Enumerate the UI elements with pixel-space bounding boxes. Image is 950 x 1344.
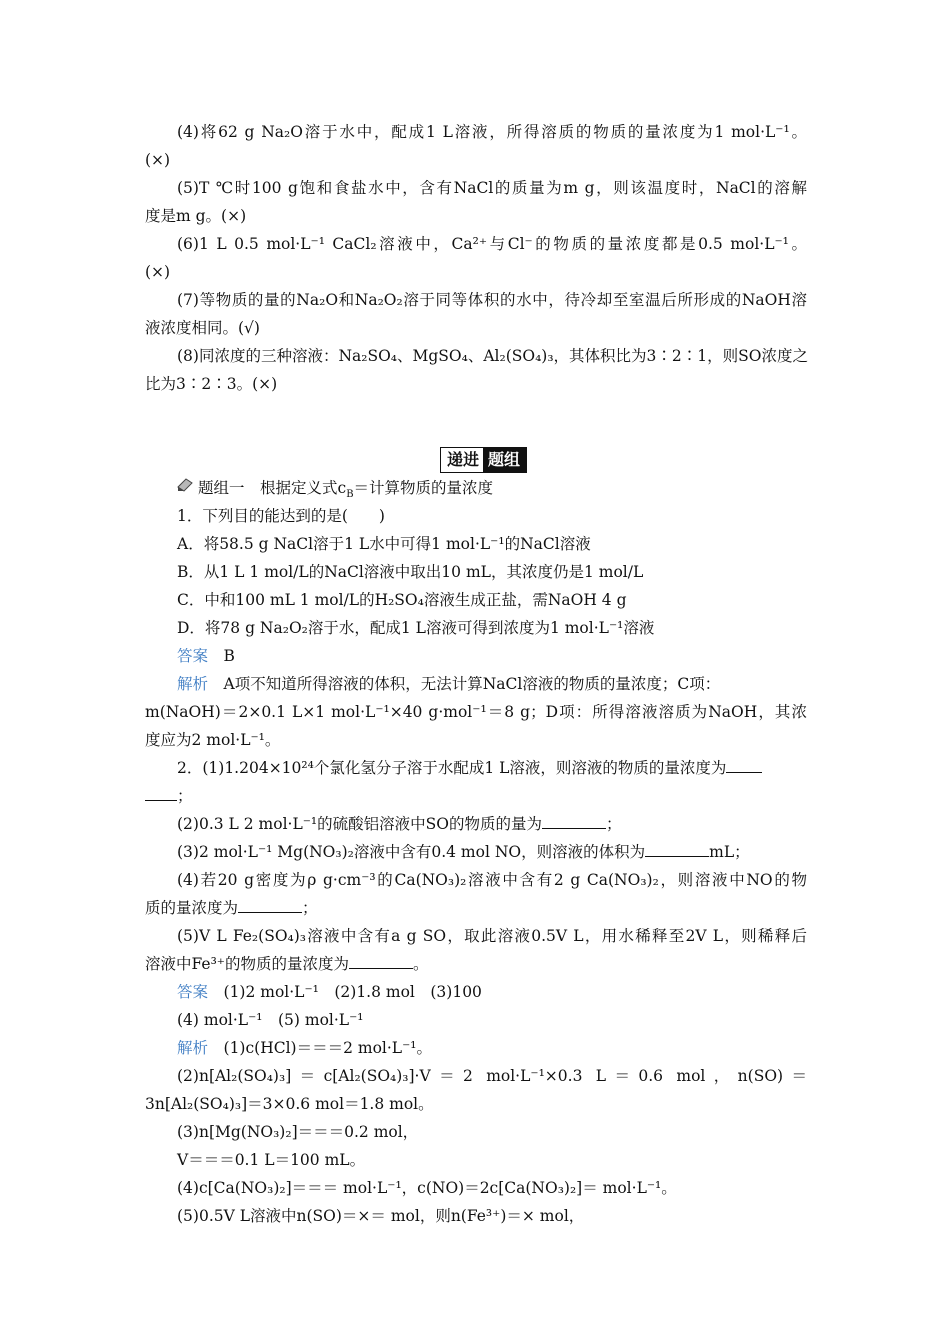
answer-blank[interactable] — [542, 814, 606, 829]
question-2-part2: (2)0.3 L 2 mol·L⁻¹的硫酸铝溶液中SO的物质的量为 ； — [177, 815, 622, 833]
analysis-1-line1: 解析 A项不知道所得溶液的体积，无法计算NaCl溶液的物质的量浓度；C项： — [177, 675, 721, 693]
item-8-line1: (8)同浓度的三种溶液：Na₂SO₄、MgSO₄、Al₂(SO₄)₃，其体积比为3∶2∶1，则SO浓度之 — [177, 347, 808, 365]
item-7-line1: (7)等物质的量的Na₂O和Na₂O₂溶于同等体积的水中，待冷却至室温后所形成的NaOH溶 — [177, 291, 807, 309]
answer-blank[interactable] — [645, 842, 709, 857]
question-2-part5-line1: (5)V L Fe₂(SO₄)₃溶液中含有a g SO，取此溶液0.5V L，用水稀释至2V L，则稀释后 — [177, 927, 807, 945]
item-6-line1: (6)1 L 0.5 mol·L⁻¹ CaCl₂溶液中，Ca²⁺与Cl⁻的物质的量浓度都是0.5 mol·L⁻¹。 — [177, 235, 807, 253]
question-1-option-a: A．将58.5 g NaCl溶于1 L水中可得1 mol·L⁻¹的NaCl溶液 — [177, 535, 591, 553]
question-2-part1-line1: 2．(1)1.204×10²⁴个氯化氢分子溶于水配成1 L溶液，则溶液的物质的量浓度为 — [177, 758, 807, 778]
item-5-line2: 度是m g。(×) — [145, 207, 247, 225]
analysis-2-part5: (5)0.5V L溶液中n(SO)＝×＝ mol，则n(Fe³⁺)＝× mol， — [177, 1207, 585, 1225]
answer-1: 答案 B — [177, 647, 235, 665]
question-1-option-c: C．中和100 mL 1 mol/L的H₂SO₄溶液生成正盐，需NaOH 4 g — [177, 591, 627, 609]
question-1-stem: 1．下列目的能达到的是( ) — [177, 507, 385, 525]
item-4-line2: (×) — [145, 151, 171, 169]
item-4-line1: (4)将62 g Na₂O溶于水中，配成1 L溶液，所得溶质的物质的量浓度为1 mol·L⁻¹。 — [177, 123, 807, 141]
banner-left: 递进 — [441, 448, 483, 472]
analysis-1-line2: m(NaOH)＝2×0.1 L×1 mol·L⁻¹×40 g·mol⁻¹＝8 g；D项：所得溶液溶质为NaOH，其浓 — [145, 703, 807, 721]
item-5-line1: (5)T ℃时100 g饱和食盐水中，含有NaCl的质量为m g，则该温度时，NaCl的溶解 — [177, 179, 807, 197]
answer-2-line2: (4) mol·L⁻¹ (5) mol·L⁻¹ — [177, 1011, 364, 1029]
answer-2-line1: 答案 (1)2 mol·L⁻¹ (2)1.8 mol (3)100 — [177, 983, 482, 1001]
analysis-2-part2-line1: (2)n[Al₂(SO₄)₃]＝c[Al₂(SO₄)₃]·V＝2 mol·L⁻¹×0.3 L＝0.6 mol，n(SO)＝ — [177, 1067, 807, 1085]
question-2-part5-line2: 溶液中Fe³⁺的物质的量浓度为 。 — [145, 955, 429, 973]
answer-blank[interactable] — [726, 758, 762, 773]
item-7-line2: 液浓度相同。(√) — [145, 319, 260, 337]
analysis-2-part3-line1: (3)n[Mg(NO₃)₂]＝＝＝0.2 mol， — [177, 1123, 419, 1141]
pencil-icon — [177, 478, 193, 492]
item-8-line2: 比为3∶2∶3。(×) — [145, 375, 278, 393]
question-2-part4-line2: 质的量浓度为 ； — [145, 899, 318, 917]
answer-label: 答案 — [177, 983, 209, 1001]
analysis-2-part4: (4)c[Ca(NO₃)₂]＝＝＝ mol·L⁻¹，c(NO)＝2c[Ca(NO₃)₂]＝ mol·L⁻¹。 — [177, 1179, 677, 1197]
question-2-part1-line2: ； — [145, 786, 193, 806]
analysis-1-line3: 度应为2 mol·L⁻¹。 — [145, 731, 281, 749]
item-6-line2: (×) — [145, 263, 171, 281]
banner-right: 题组 — [483, 448, 526, 472]
analysis-2-part1: 解析 (1)c(HCl)＝＝＝2 mol·L⁻¹。 — [177, 1039, 432, 1057]
answer-blank[interactable] — [145, 786, 177, 801]
question-1-option-d: D．将78 g Na₂O₂溶于水，配成1 L溶液可得到浓度为1 mol·L⁻¹溶液 — [177, 619, 655, 637]
answer-label: 答案 — [177, 647, 209, 665]
analysis-2-part2-line2: 3n[Al₂(SO₄)₃]＝3×0.6 mol＝1.8 mol。 — [145, 1095, 434, 1113]
section-banner — [440, 447, 527, 473]
analysis-label: 解析 — [177, 675, 209, 693]
question-1-option-b: B．从1 L 1 mol/L的NaCl溶液中取出10 mL，其浓度仍是1 mol/L — [177, 563, 644, 581]
answer-blank[interactable] — [238, 898, 302, 913]
group-heading: 题组一 根据定义式$c_B=$计算物质的量浓度 — [198, 479, 494, 501]
answer-blank[interactable] — [349, 954, 413, 969]
question-2-part4-line1: (4)若20 g密度为ρ g·cm⁻³的Ca(NO₃)₂溶液中含有2 g Ca(NO₃)₂，则溶液中NO的物 — [177, 871, 807, 889]
question-2-part3: (3)2 mol·L⁻¹ Mg(NO₃)₂溶液中含有0.4 mol NO，则溶液的体积为 mL； — [177, 843, 750, 861]
analysis-2-part3-line2: V＝＝＝0.1 L＝100 mL。 — [177, 1151, 366, 1169]
analysis-label: 解析 — [177, 1039, 209, 1057]
